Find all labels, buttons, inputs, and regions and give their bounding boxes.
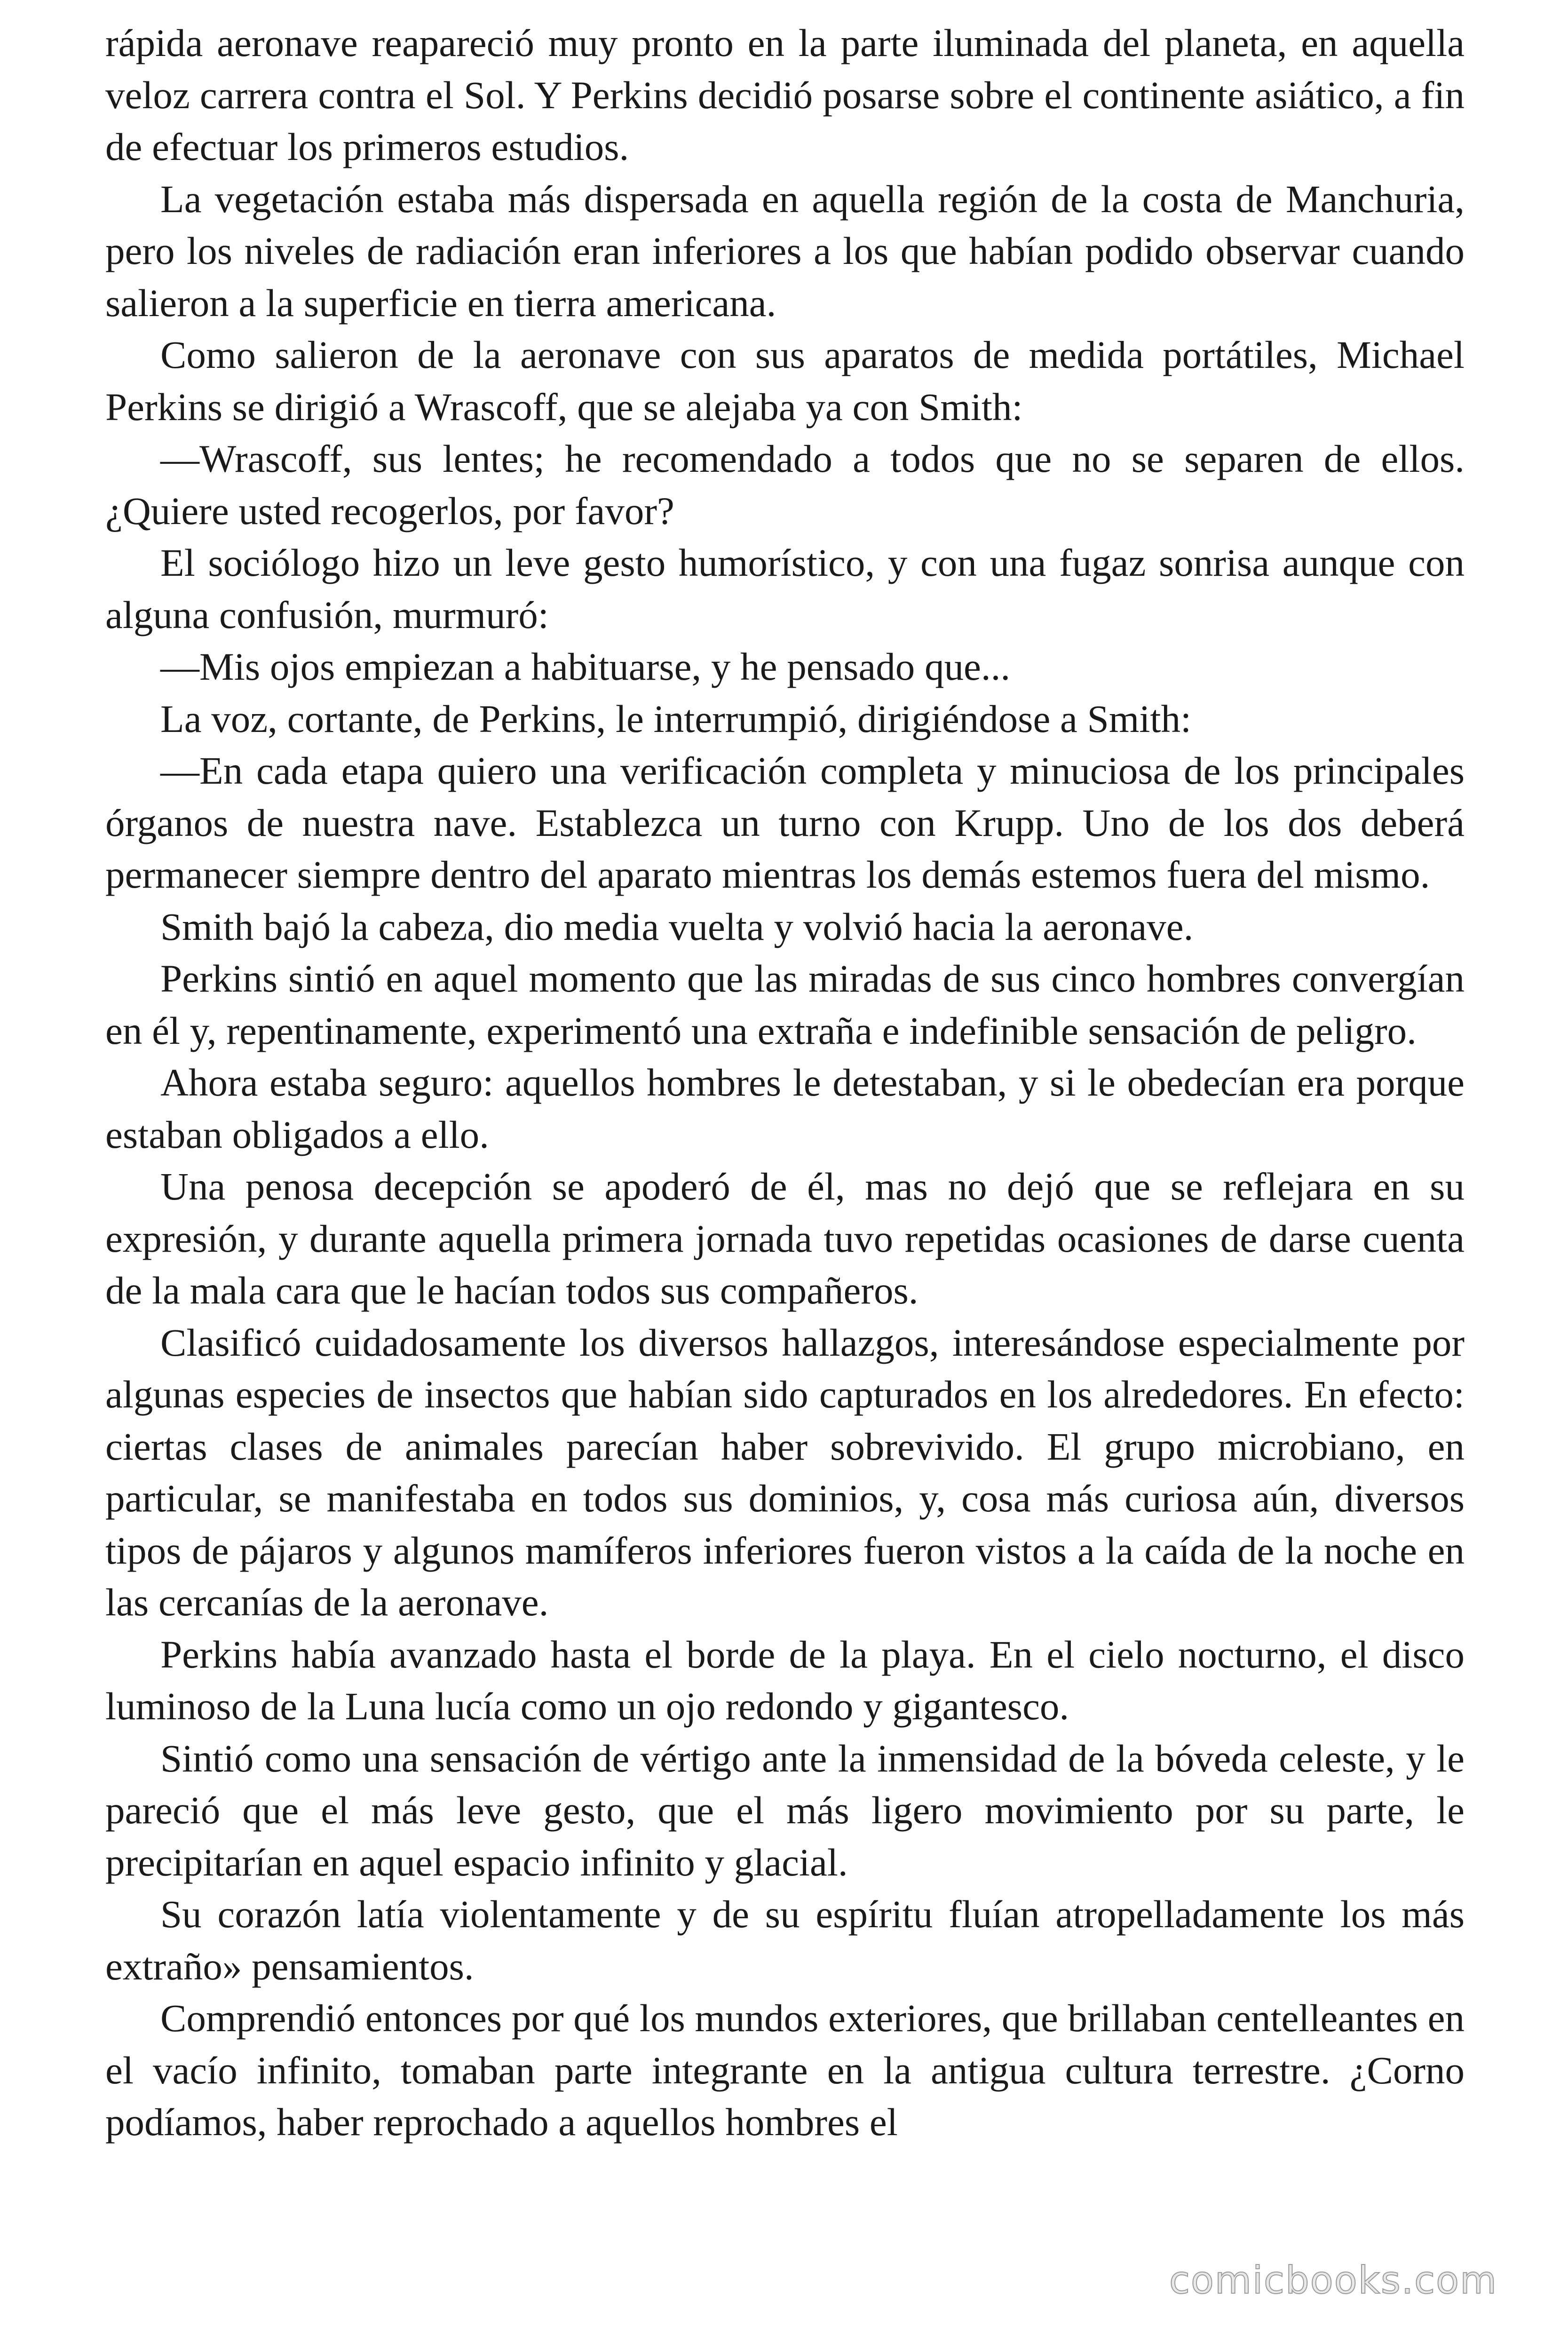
paragraph: Una penosa decepción se apoderó de él, mas no dejó que se reflejara en su expresión, y durante aquella primera jornada tuvo repetidas ocasiones de darse cuenta de la mala cara que le hacían todos sus compañeros. (105, 1165, 1465, 1312)
dialogue-paragraph: —Mis ojos empiezan a habituarse, y he pensado que... (160, 645, 1011, 688)
paragraph: El sociólogo hizo un leve gesto humorístico, y con una fugaz sonrisa aunque con alguna confusión, murmuró: (105, 541, 1465, 636)
paragraph: Perkins sintió en aquel momento que las miradas de sus cinco hombres convergían en él y, repentinamente, experimentó una extraña e indefinible sensación de peligro. (105, 957, 1465, 1052)
paragraph: La voz, cortante, de Perkins, le interrumpió, dirigiéndose a Smith: (160, 697, 1192, 740)
book-page (105, 17, 1465, 2322)
paragraph: Comprendió entonces por qué los mundos exteriores, que brillaban centelleantes en el vacío infinito, tomaban parte integrante en la antigua cultura terrestre. ¿Corno podíamos, haber reprochado a aquellos hombres el (105, 1996, 1465, 2144)
paragraph: Ahora estaba seguro: aquellos hombres le detestaban, y si le obedecían era porque estaban obligados a ello. (105, 1061, 1465, 1156)
dialogue-paragraph: —En cada etapa quiero una verificación completa y minuciosa de los principales órganos de nuestra nave. Establezca un turno con Krupp. Uno de los dos deberá permanecer siempre dentro del aparato mientras los demás estemos fuera del mismo. (105, 749, 1465, 896)
paragraph: Clasificó cuidadosamente los diversos hallazgos, interesándose especialmente por algunas especies de insectos que habían sido capturados en los alrededores. En efecto: ciertas clases de animales parecían haber sobrevivido. El grupo microbiano, en particular, se manifestaba en todos sus dominios, y, cosa más curiosa aún, diversos tipos de pájaros y algunos mamíferos inferiores fueron vistos a la caída de la noche en las cercanías de la aeronave. (105, 1320, 1465, 1624)
paragraph: Perkins había avanzado hasta el borde de la playa. En el cielo nocturno, el disco luminoso de la Luna lucía como un ojo redondo y gigantesco. (105, 1632, 1465, 1728)
paragraph: Sintió como una sensación de vértigo ante la inmensidad de la bóveda celeste, y le pareció que el más leve gesto, que el más ligero movimiento por su parte, le precipitarían en aquel espacio infinito y glacial. (105, 1736, 1465, 1884)
dialogue-paragraph: —Wrascoff, sus lentes; he recomendado a todos que no se separen de ellos. ¿Quiere usted recogerlos, por favor? (105, 437, 1465, 532)
paragraph: Como salieron de la aeronave con sus aparatos de medida portátiles, Michael Perkins se dirigió a Wrascoff, que se alejaba ya con Smith: (105, 333, 1465, 429)
paragraph: Su corazón latía violentamente y de su espíritu fluían atropelladamente los más extraño» pensamientos. (105, 1892, 1465, 1988)
paragraph: rápida aeronave reapareció muy pronto en la parte iluminada del planeta, en aquella veloz carrera contra el Sol. Y Perkins decidió posarse sobre el continente asiático, a fin de efectuar los primeros estudios. (105, 21, 1465, 168)
paragraph: Smith bajó la cabeza, dio media vuelta y volvió hacia la aeronave. (160, 905, 1194, 948)
paragraph: La vegetación estaba más dispersada en aquella región de la costa de Manchuria, pero los niveles de radiación eran inferiores a los que habían podido observar cuando salieron a la superficie en tierra americana. (105, 177, 1465, 325)
watermark: comicbooks.com (1169, 2258, 1497, 2302)
